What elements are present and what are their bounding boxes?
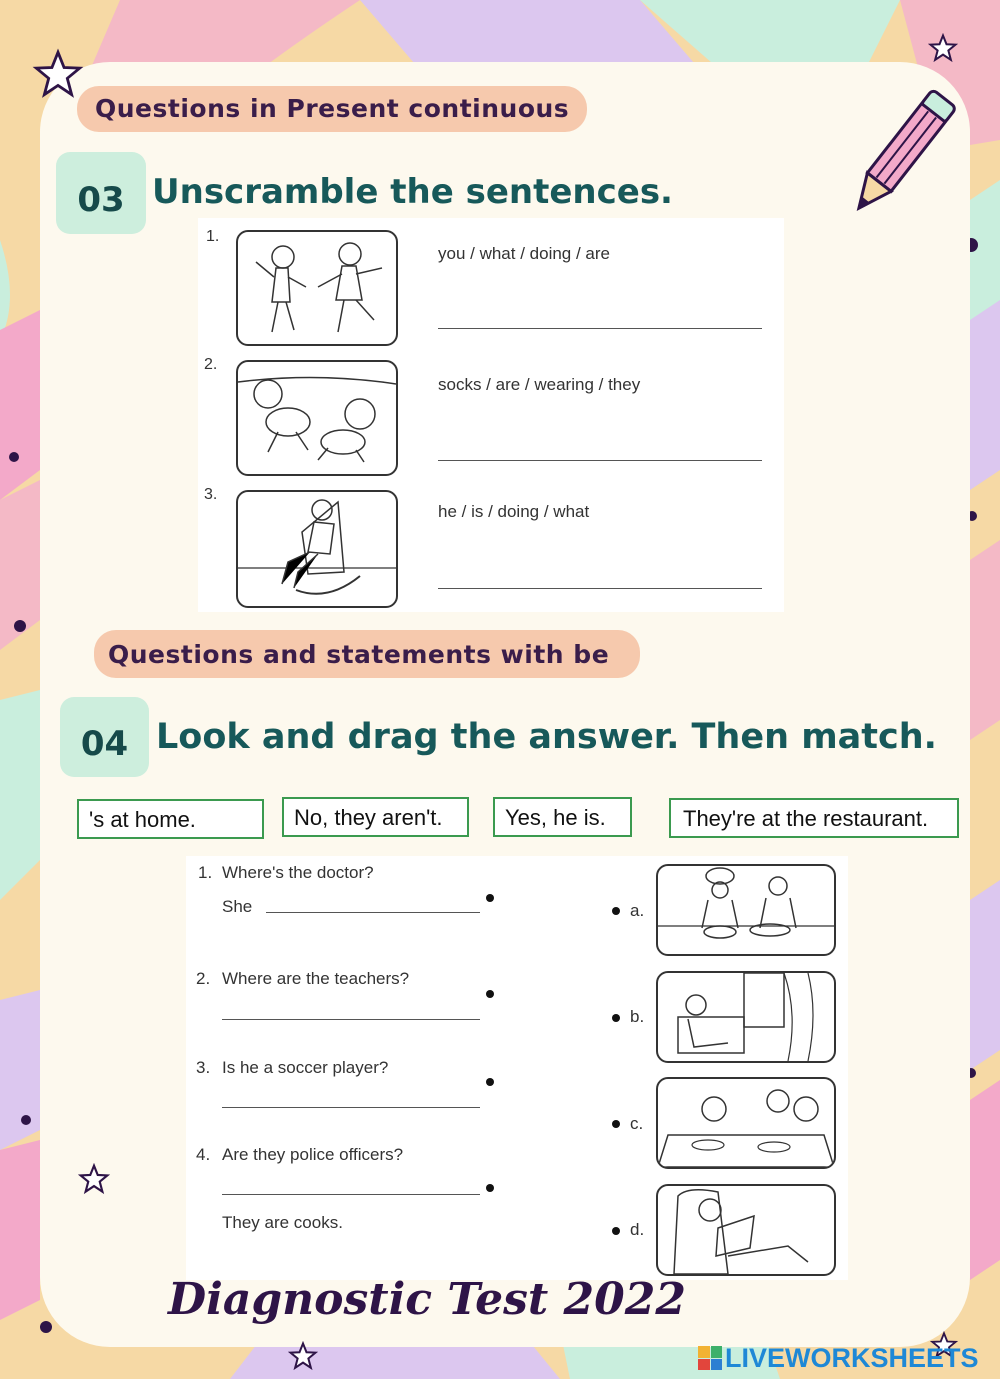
exercise-number-03: 03 [56,152,146,234]
picture-letter: d. [630,1220,645,1239]
match-dot-question-1[interactable] [486,894,494,902]
logo-icon [698,1346,722,1370]
picture-babies-lying [236,360,398,476]
picture-letter: c. [630,1114,644,1133]
match-dot-picture-d[interactable] [612,1227,620,1235]
question-number: 1. [198,863,213,882]
answer-chip-yes-he-is[interactable]: Yes, he is. [493,797,632,837]
picture-chefs-cooking [656,864,836,956]
match-dot-picture-a[interactable] [612,907,620,915]
picture-children-dancing [236,230,398,346]
instruction-unscramble: Unscramble the sentences. [152,172,673,212]
picture-old-man-rocking-chair [236,490,398,608]
pencil-icon [845,78,960,228]
question-text: Where are the teachers? [222,969,410,988]
drop-zone-3[interactable] [222,1107,480,1108]
unscramble-panel [198,218,784,612]
drop-zone-2[interactable] [222,1019,480,1020]
scrambled-words: he / is / doing / what [438,502,590,521]
match-dot-question-2[interactable] [486,990,494,998]
logo-text: LIVEWORKSHEETS [725,1342,979,1373]
drop-zone-1[interactable] [266,912,480,913]
star-icon [928,33,958,63]
answer-chip-at-home[interactable]: 's at home. [77,799,264,839]
answer-line[interactable] [438,588,762,589]
question-number: 4. [196,1145,211,1164]
question-text: Is he a soccer player? [222,1058,389,1077]
item-number: 2. [204,356,218,373]
answer-line[interactable] [438,460,762,461]
question-number: 2. [196,969,211,988]
item-number: 3. [204,486,218,503]
scrambled-words: socks / are / wearing / they [438,375,641,394]
question-text: Are they police officers? [222,1145,404,1164]
scrambled-words: you / what / doing / are [438,244,610,263]
question-number: 3. [196,1058,211,1077]
matching-panel [186,856,848,1280]
question-text: Where's the doctor? [222,863,374,882]
drop-zone-4[interactable] [222,1194,480,1195]
picture-family-at-restaurant [656,1077,836,1169]
picture-letter: b. [630,1007,645,1026]
star-icon [288,1341,318,1371]
star-icon [78,1163,110,1195]
answer-chip-at-restaurant[interactable]: They're at the restaurant. [669,798,959,838]
section-title-present-continuous: Questions in Present continuous [77,86,587,132]
match-dot-question-4[interactable] [486,1184,494,1192]
liveworksheets-logo [698,1342,979,1374]
picture-man-reading [656,1184,836,1276]
picture-letter: a. [630,901,645,920]
section-title-statements-with-be: Questions and statements with be [94,630,640,678]
picture-woman-in-armchair [656,971,836,1063]
match-dot-picture-b[interactable] [612,1014,620,1022]
item-number: 1. [206,228,220,245]
star-icon [32,48,84,100]
instruction-drag-and-match: Look and drag the answer. Then match. [156,717,937,757]
answer-suffix: They are cooks. [222,1213,343,1232]
match-dot-picture-c[interactable] [612,1120,620,1128]
answer-chip-no-they-arent[interactable]: No, they aren't. [282,797,469,837]
match-dot-question-3[interactable] [486,1078,494,1086]
exercise-number-04: 04 [60,697,149,777]
answer-prefix: She [222,897,253,916]
answer-line[interactable] [438,328,762,329]
diagnostic-test-title: Diagnostic Test 2022 [168,1274,686,1325]
